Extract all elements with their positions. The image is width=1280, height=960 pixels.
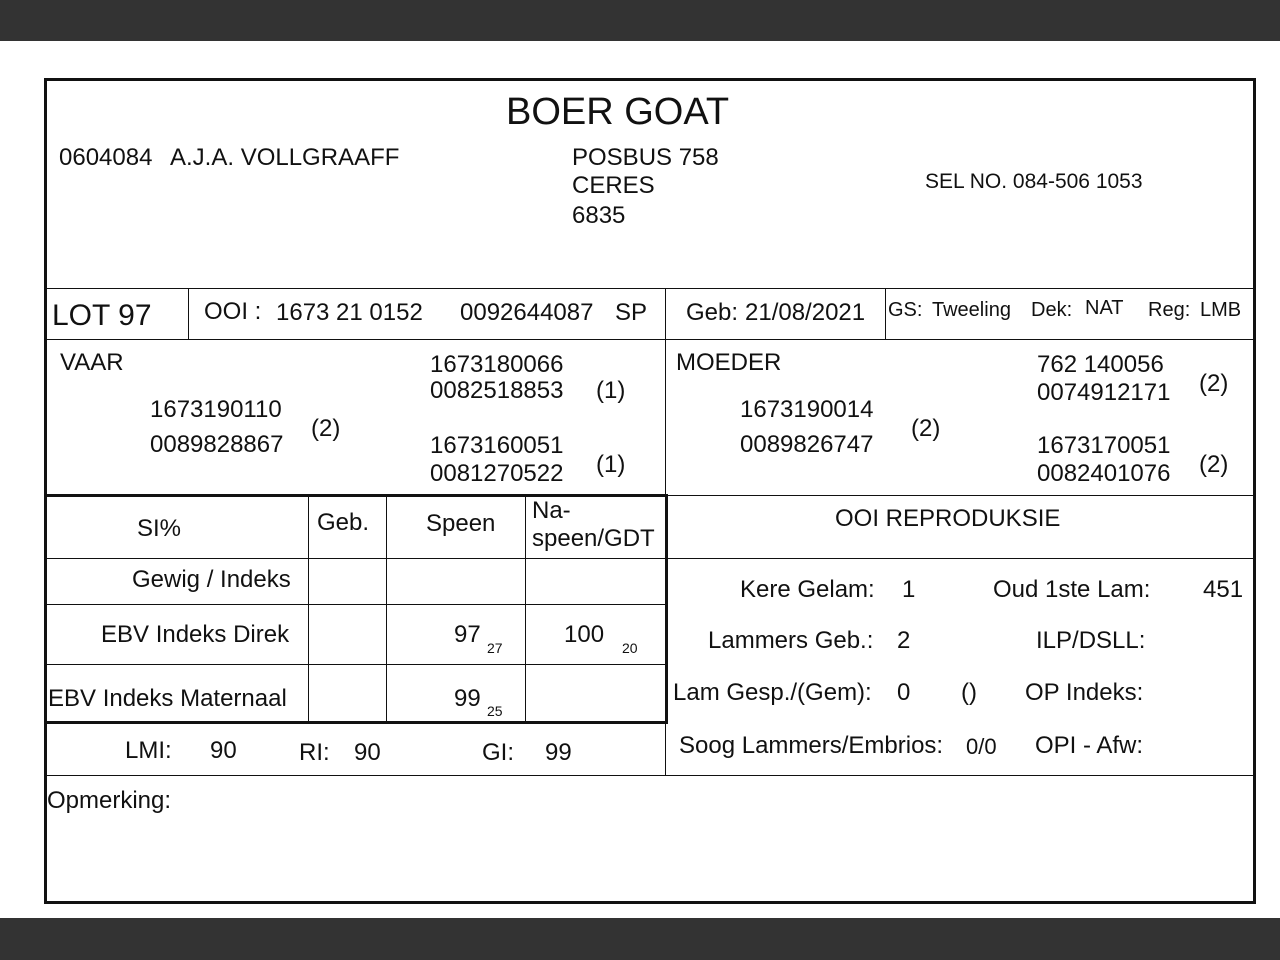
vaar-dam-id: 1673160051 <box>430 432 564 459</box>
lammers-geb-label: Lammers Geb.: <box>708 627 874 654</box>
naspeen-header-line1: Na- <box>532 497 571 524</box>
lam-gesp-label: Lam Gesp./(Gem): <box>673 679 872 706</box>
ebv-maternaal-speen-sub: 25 <box>487 703 503 719</box>
moeder-id: 1673190014 <box>740 396 874 423</box>
ebv-direk-speen: 97 <box>454 621 481 648</box>
dek-value: NAT <box>1085 297 1124 319</box>
ooi-label: OOI : <box>204 298 262 325</box>
ri-label: RI: <box>299 739 330 766</box>
moeder-sire-number: 0074912171 <box>1037 379 1171 406</box>
card-title: BOER GOAT <box>506 91 730 133</box>
geb-date: 21/08/2021 <box>745 299 866 326</box>
remark-label: Opmerking: <box>47 787 172 814</box>
divider <box>885 288 886 340</box>
divider <box>47 339 1253 340</box>
reproduction-title: OOI REPRODUKSIE <box>835 505 1061 532</box>
gs-label: GS: <box>888 299 923 321</box>
divider <box>47 775 1253 776</box>
moeder-label: MOEDER <box>676 349 782 376</box>
soog-lammers-value: 0/0 <box>966 734 997 759</box>
opi-afw-label: OPI - Afw: <box>1035 732 1144 759</box>
speen-header: Speen <box>426 510 496 537</box>
moeder-sire-id: 762 140056 <box>1037 351 1164 378</box>
reg-label: Reg: <box>1148 299 1191 321</box>
lammers-geb-value: 2 <box>897 627 911 654</box>
divider <box>308 497 309 721</box>
moeder-dam-number: 0082401076 <box>1037 460 1171 487</box>
vaar-id: 1673190110 <box>150 396 282 423</box>
top-dark-bar <box>0 0 1280 41</box>
divider <box>525 497 526 721</box>
vaar-dam-paren: (1) <box>596 451 626 478</box>
soog-lammers-label: Soog Lammers/Embrios: <box>679 732 944 759</box>
row-label-gewig: Gewig / Indeks <box>132 566 291 593</box>
vaar-paren: (2) <box>311 415 341 442</box>
vaar-sire-number: 0082518853 <box>430 377 564 404</box>
ebv-direk-naspeen-sub: 20 <box>622 640 638 656</box>
lot-card <box>44 78 1256 904</box>
divider <box>665 558 1253 559</box>
dek-label: Dek: <box>1031 299 1073 321</box>
divider <box>47 288 1253 289</box>
divider <box>665 495 1253 496</box>
oud-1ste-lam-value: 451 <box>1203 576 1244 603</box>
divider <box>665 288 666 340</box>
ebv-direk-speen-sub: 27 <box>487 640 503 656</box>
moeder-number: 0089826747 <box>740 431 874 458</box>
lmi-value: 90 <box>210 737 237 764</box>
ooi-number: 0092644087 <box>460 299 594 326</box>
naspeen-header-line2: speen/GDT <box>532 525 655 552</box>
divider <box>47 604 665 605</box>
ooi-id: 1673 21 0152 <box>276 299 423 326</box>
geb-header: Geb. <box>317 509 370 536</box>
vaar-number: 0089828867 <box>150 431 284 458</box>
moeder-dam-id: 1673170051 <box>1037 432 1171 459</box>
ri-value: 90 <box>354 739 381 766</box>
address-line-2: CERES <box>572 172 655 199</box>
vaar-sire-id: 1673180066 <box>430 351 564 378</box>
divider <box>386 497 387 721</box>
moeder-paren: (2) <box>911 415 941 442</box>
op-indeks-label: OP Indeks: <box>1025 679 1144 706</box>
si-header: SI% <box>137 515 182 542</box>
ilp-dsll-label: ILP/DSLL: <box>1036 627 1146 654</box>
geb-label: Geb: <box>686 299 739 326</box>
ooi-breed: SP <box>615 299 648 326</box>
bottom-dark-bar <box>0 918 1280 960</box>
vaar-sire-paren: (1) <box>596 377 626 404</box>
address-line-1: POSBUS 758 <box>572 144 719 171</box>
kere-gelam-value: 1 <box>902 576 916 603</box>
moeder-sire-paren: (2) <box>1199 370 1229 397</box>
kere-gelam-label: Kere Gelam: <box>740 576 875 603</box>
gi-label: GI: <box>482 739 515 766</box>
ebv-maternaal-speen: 99 <box>454 685 481 712</box>
owner-name: A.J.A. VOLLGRAAFF <box>170 144 400 171</box>
owner-code: 0604084 <box>59 144 153 171</box>
lam-gesp-value: 0 <box>897 679 911 706</box>
moeder-dam-paren: (2) <box>1199 451 1229 478</box>
divider <box>47 664 665 665</box>
phone-number: SEL NO. 084-506 1053 <box>925 170 1143 193</box>
address-line-3: 6835 <box>572 202 626 229</box>
si-table-right <box>665 494 668 724</box>
si-table-top <box>47 494 668 497</box>
gi-value: 99 <box>545 739 572 766</box>
si-table-bottom <box>47 721 668 724</box>
divider <box>188 288 189 340</box>
lmi-label: LMI: <box>125 737 172 764</box>
divider <box>47 558 665 559</box>
lam-gem-value: () <box>961 679 977 706</box>
lot-number: LOT 97 <box>52 299 152 332</box>
reg-value: LMB <box>1200 299 1242 321</box>
vaar-label: VAAR <box>60 349 124 376</box>
oud-1ste-lam-label: Oud 1ste Lam: <box>993 576 1151 603</box>
ebv-direk-naspeen: 100 <box>564 621 605 648</box>
gs-value: Tweeling <box>932 299 1011 321</box>
row-label-ebv-maternaal: EBV Indeks Maternaal <box>48 685 287 712</box>
row-label-ebv-direk: EBV Indeks Direk <box>101 621 290 648</box>
vaar-dam-number: 0081270522 <box>430 460 564 487</box>
